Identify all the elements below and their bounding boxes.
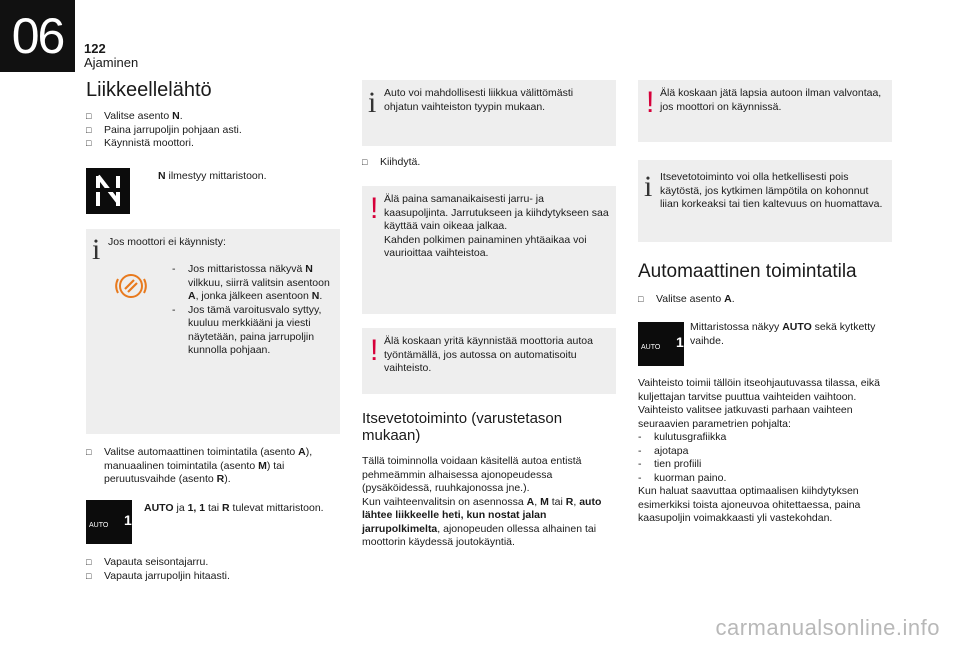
accelerate-step: □ Kiihdytä. <box>362 156 616 170</box>
n-display-text: N ilmestyy mittaristoon. <box>158 170 267 182</box>
info-box-gearbox: i Auto voi mahdollisesti liikkua välittömästi ohjatun vaihteiston tyypin mukaan. <box>362 80 616 146</box>
warning-icon: ! <box>370 334 379 367</box>
heading-liikkeellelahto: Liikkeellelähtö <box>86 79 212 101</box>
info-box-clutch: i Itsevetotoiminto voi olla hetkellisesti pois käytöstä, jos kytkimen lämpötila on kohonnut liian korkeaksi tai tien kaltevuus on huomattava. <box>638 160 892 242</box>
warning-icon: ! <box>646 86 655 119</box>
final-steps <box>86 556 340 583</box>
info-icon: i <box>644 170 653 203</box>
param-item: - tien profiili <box>638 458 892 472</box>
n-display-icon <box>86 168 130 214</box>
heading-automaattinen: Automaattinen toimintatila <box>638 261 857 282</box>
warning-box-pedals: ! Älä paina samanaikaisesti jarru- ja kaasupoljinta. Jarrutukseen ja kiihdytykseen saa käyttää vain oikeaa jalkaa. Kahden polkimen painaminen yhtäaikaa voi vaurioittaa vaihteistoa. <box>362 186 616 314</box>
info-item-1: - Jos mittaristossa näkyvä N vilkkuu, siirrä valitsin asentoon A, jonka jälkeen asentoon N. <box>172 263 332 304</box>
info-item-2: - Jos tämä varoitusvalo syttyy, kuuluu merkkiääni ja viesti näytetään, paina jarrupoljin kunnolla pohjaan. <box>172 304 332 358</box>
select-a-step: □ Valitse asento A. <box>638 293 892 307</box>
step-2: □ Paina jarrupoljin pohjaan asti. <box>86 124 346 138</box>
warning-box-children: ! Älä koskaan jätä lapsia autoon ilman valvontaa, jos moottori on käynnissä. <box>638 80 892 142</box>
info-box-engine <box>86 229 340 434</box>
start-steps <box>86 110 346 151</box>
watermark: carmanualsonline.info <box>715 615 940 640</box>
auto-display-text-2: Mittaristossa näkyy AUTO sekä kytketty vaihde. <box>690 321 876 347</box>
warning-icon: ! <box>370 192 379 225</box>
warning-box-push-start: ! Älä koskaan yritä käynnistää moottoria autoa työntämällä, jos autossa on automatisoitu vaihteisto. <box>362 328 616 394</box>
auto-display-text: AUTO ja 1, 1 tai R tulevat mittaristoon. <box>144 502 324 514</box>
select-mode-step: □ Valitse automaattinen toimintatila (asento A), manuaalinen toimintatila (asento M) tai peruutusvaihde (asento R). <box>86 446 340 487</box>
brake-warning-icon <box>114 269 148 303</box>
info-box-items <box>172 263 332 358</box>
step-1: □ Valitse asento N. <box>86 110 346 124</box>
param-item: - kulutusgrafiikka <box>638 431 892 445</box>
param-item: - kuorman paino. <box>638 472 892 486</box>
automaattinen-paragraph: Vaihteisto toimii tällöin itseohjautuvassa tilassa, eikä kuljettajan tarvitse puuttua vaihteiden vaihtoon. Vaihteisto valitsee jatkuvasti parhaan vaihteen seuraavien parametrien pohjalta: - kulutusgrafiikka - ajotapa - tien profiili - kuorman paino. Kun haluat saavuttaa optimaalisen kiihdytyksen esimerkiksi toista ajoneuvoa ohitettaessa, paina kaasupoljin voimakkaasti yli vastekohdan. <box>638 377 892 526</box>
final-step-2: □ Vapauta jarrupoljin hitaasti. <box>86 570 340 584</box>
final-step-1: □ Vapauta seisontajarru. <box>86 556 340 570</box>
itsevetotoiminto-paragraph: Tällä toiminnolla voidaan käsitellä autoa entistä pehmeämmin alhaisessa ajonopeudessa (pysäköidessä, ruuhkajonossa jne.). Kun vaihteenvalitsin on asennossa A, M tai R, auto lähtee liikkeelle heti, kun nostat jalan jarrupolkimelta, ajonopeuden ollessa alhainen tai moottorin käydessä joutokäyntiä. <box>362 455 602 548</box>
section-title: Ajaminen <box>84 55 139 70</box>
info-icon: i <box>92 233 101 266</box>
page-number: 122 <box>84 41 106 56</box>
auto-display-icon-2: AUTO 1 <box>638 322 684 366</box>
auto-display-icon: AUTO 1 <box>86 500 132 544</box>
param-item: - ajotapa <box>638 445 892 459</box>
info-icon: i <box>368 86 377 119</box>
heading-itsevetotoiminto: Itsevetotoiminto (varustetason mukaan) <box>362 410 563 444</box>
chapter-number: 06 <box>0 0 75 72</box>
info-box-title: Jos moottori ei käynnisty: <box>108 236 226 248</box>
step-3: □ Käynnistä moottori. <box>86 137 346 151</box>
